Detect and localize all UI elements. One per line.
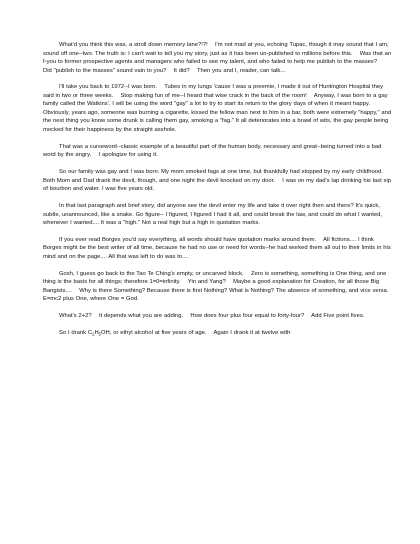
- paragraph-9-text-end: OH, or ethyl alcohol at five years of age. Again I drank it at twelve with: [101, 330, 291, 337]
- paragraph-3: That was a curseword--classic example of a beautiful part of the human body, necessary and great--being turned into a bad word by the angry. I apologize for using it.: [43, 143, 384, 159]
- paragraph-7: Gosh, I guess go back to the Tao Te Ching's empty, or uncarved block. Zero is something, something is One thing, and one thing is the basis for all things; therefore 1=0=infinity. Yin and Yang? Maybe a good explanation for Creation, for all those Big Bangists.... Why is there Something? Because there is first Nothing? What is Nothing? The absence of something, and vice versa. E=mc2 plus One, where One = God.: [43, 270, 391, 303]
- paragraph-8: What's 2+2? It depends what you are adding. How does four plus four equal to forty-four? Add Five point fives.: [59, 313, 365, 320]
- paragraph-4: So our family was gay and I was born. My mom smoked fags at one time, but thankfully had stopped by my early childhood. Both Mom and Dad drank the devil, though, and one night the devil knocked on my door. I was on my dad's lap drinking his last sip of bourbon and water. I was five years old.: [43, 169, 393, 193]
- paragraph-1: What'd you think this was, a stroll down memory lane?!?! I'm not mad at you, echoing Tupac, though it may sound that I am, sound off one--two. The truth is: I can't wait to tell you my story, just as it has been un-published to millions before this. Was that an f-you to former prospective agents and managers who failed to see my talent, and who failed to help me publish to the masses? Did "publish to the masses" sound vain to you? It did? Then you and I, reader, can talk...: [43, 42, 393, 74]
- paragraph-2: I'll take you back to 1972--I was born. Tubes in my lungs 'cause I was a preemie, I made it out of Huntington Hospital they said in two or three weeks. Stop making fun of me--I heard that wise crack in the back of the room! Anyway, I was born to a gay family called the Watkins'. I will be using the word "gay" a lot to try to start its return to the glory days of when it meant happy. Obviously, years ago, someone was burning a cigarette, kissed the fellow man next to him in a bar, both were extremely "happy," and the next thing you know some drunk is calling them gay, smoking a "fag." It all deteriorates into a brawl of wits, the gay people being mocked for their happiness by the straight asshole.: [43, 84, 393, 133]
- paragraph-9-formula-h: H: [94, 330, 99, 337]
- paragraph-5: In that last paragraph and brief story, did anyone see the devil enter my life and take it over right then and there? It's quick, subtle, unannounced, like a snake. Go figure-- I figured, I figured I had it all, and could break the law, and could do what I wanted, whenever I wanted.... It was a "high." Not a real high but a high in quotation marks.: [43, 203, 384, 227]
- paragraph-9-text-start: So I drank C: [59, 330, 93, 337]
- formula-subscript-5: 5: [98, 331, 102, 337]
- paragraph-9: [43, 329, 393, 338]
- paragraph-6: If you ever read Borges you'd say everything, all words should have quotation marks around them. All fictions.... I think Borges might be the best writer of all time, because he had no use or need for words--he had worked them all out to their limits in his mind and on the page.... All that was left to do was to....: [43, 236, 393, 260]
- formula-subscript-2: 2: [92, 331, 95, 337]
